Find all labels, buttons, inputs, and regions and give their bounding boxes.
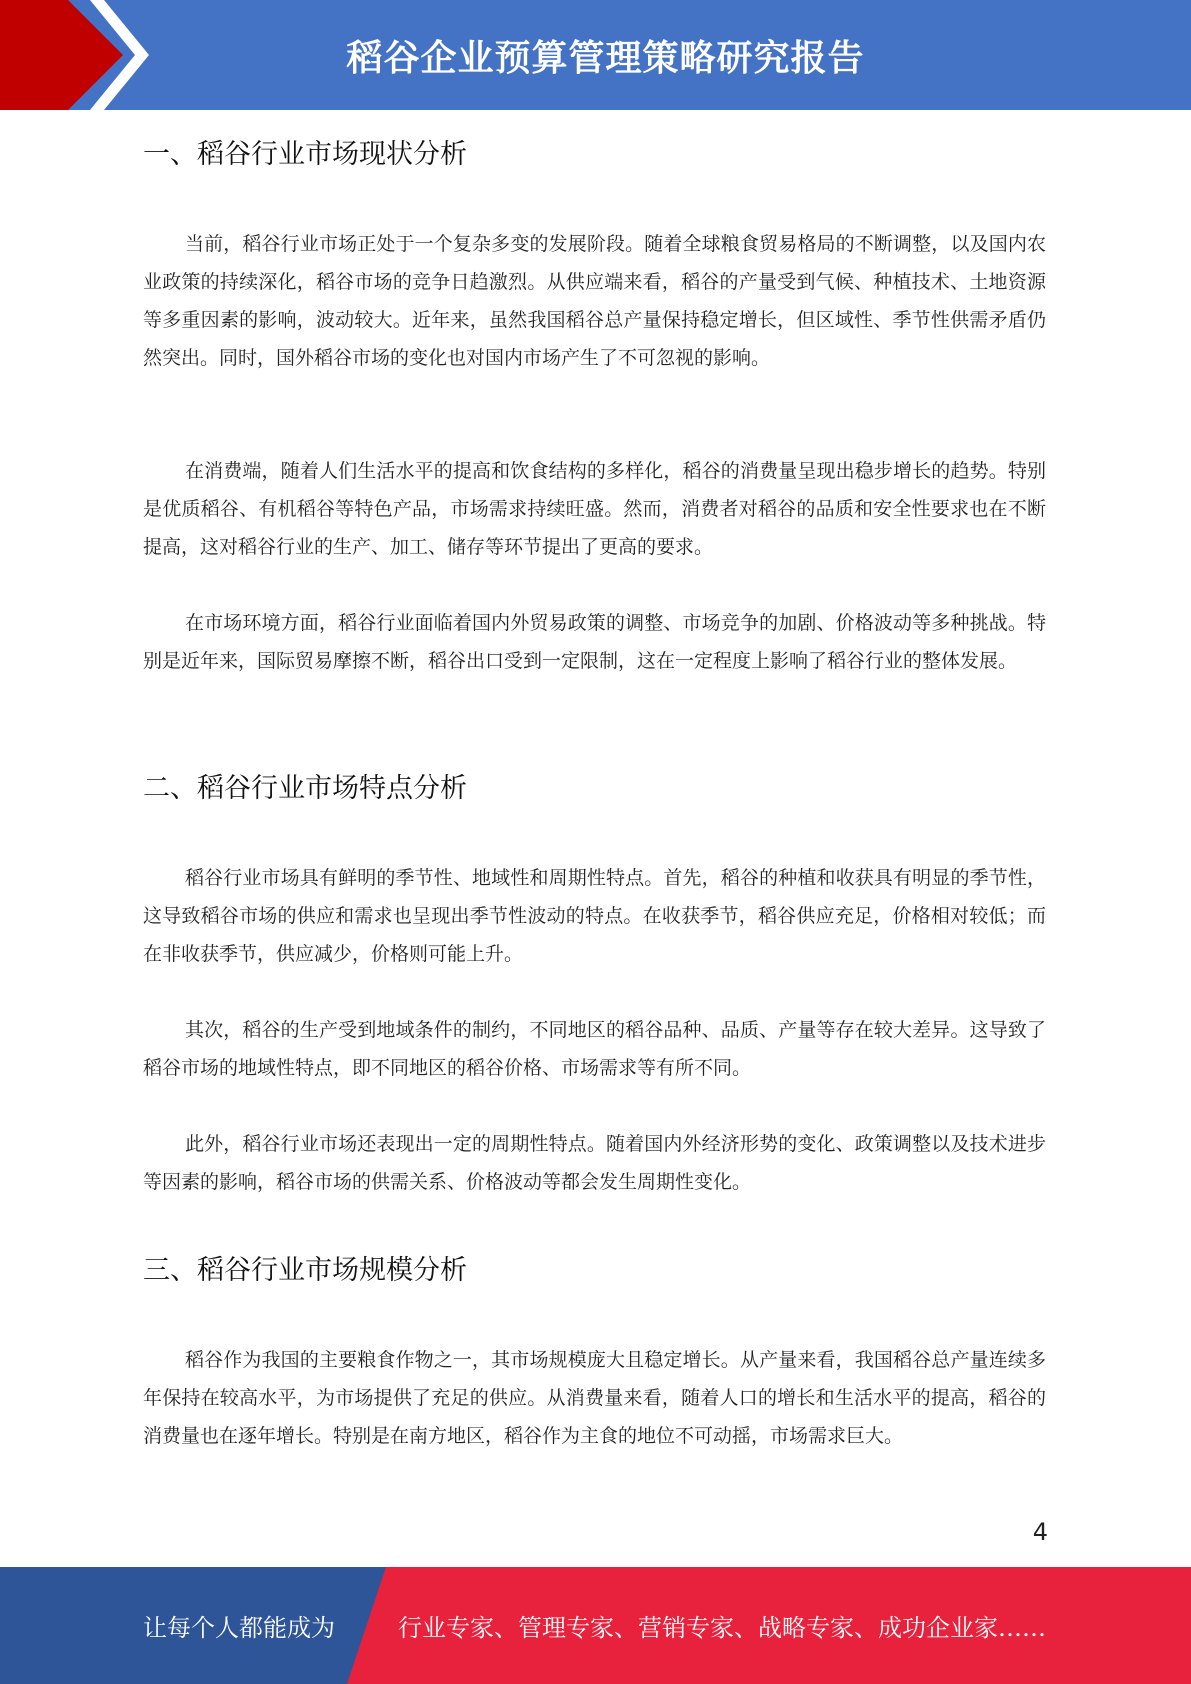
footer-band xyxy=(0,1567,1191,1684)
paragraph: 此外，稻谷行业市场还表现出一定的周期性特点。随着国内外经济形势的变化、政策调整以及技术进步等因素的影响，稻谷市场的供需关系、价格波动等都会发生周期性变化。 xyxy=(143,1133,1046,1193)
paragraph: 稻谷行业市场具有鲜明的季节性、地域性和周期性特点。首先，稻谷的种植和收获具有明显的季节性，这导致稻谷市场的供应和需求也呈现出季节性波动的特点。在收获季节，稻谷供应充足，价格相对较低；而在非收获季节，供应减少，价格则可能上升。 xyxy=(143,867,1046,965)
section-title-3: 三、稻谷行业市场规模分析 xyxy=(143,1255,467,1286)
paragraph: 其次，稻谷的生产受到地域条件的制约，不同地区的稻谷品种、品质、产量等存在较大差异。这导致了稻谷市场的地域性特点，即不同地区的稻谷价格、市场需求等有所不同。 xyxy=(143,1019,1046,1079)
footer-slogan-right: 行业专家、管理专家、营销专家、战略专家、成功企业家…… xyxy=(398,1614,1046,1642)
paragraph: 在市场环境方面，稻谷行业面临着国内外贸易政策的调整、市场竞争的加剧、价格波动等多种挑战。特别是近年来，国际贸易摩擦不断，稻谷出口受到一定限制，这在一定程度上影响了稻谷行业的整体发展。 xyxy=(143,612,1046,672)
section-title-2: 二、稻谷行业市场特点分析 xyxy=(143,773,467,804)
paragraph: 稻谷作为我国的主要粮食作物之一，其市场规模庞大且稳定增长。从产量来看，我国稻谷总产量连续多年保持在较高水平，为市场提供了充足的供应。从消费量来看，随着人口的增长和生活水平的提高，稻谷的消费量也在逐年增长。特别是在南方地区，稻谷作为主食的地位不可动摇，市场需求巨大。 xyxy=(143,1349,1046,1447)
page-number: 4 xyxy=(1032,1518,1048,1546)
paragraph: 当前，稻谷行业市场正处于一个复杂多变的发展阶段。随着全球粮食贸易格局的不断调整，以及国内农业政策的持续深化，稻谷市场的竞争日趋激烈。从供应端来看，稻谷的产量受到气候、种植技术、土地资源等多重因素的影响，波动较大。近年来，虽然我国稻谷总产量保持稳定增长，但区域性、季节性供需矛盾仍然突出。同时，国外稻谷市场的变化也对国内市场产生了不可忽视的影响。 xyxy=(143,233,1046,369)
section-title-1: 一、稻谷行业市场现状分析 xyxy=(143,139,467,170)
document-title: 稻谷企业预算管理策略研究报告 xyxy=(346,37,865,79)
footer-slogan-left: 让每个人都能成为 xyxy=(143,1614,335,1642)
header-band xyxy=(0,0,1191,110)
paragraph: 在消费端，随着人们生活水平的提高和饮食结构的多样化，稻谷的消费量呈现出稳步增长的趋势。特别是优质稻谷、有机稻谷等特色产品，市场需求持续旺盛。然而，消费者对稻谷的品质和安全性要求也在不断提高，这对稻谷行业的生产、加工、储存等环节提出了更高的要求。 xyxy=(143,460,1046,558)
